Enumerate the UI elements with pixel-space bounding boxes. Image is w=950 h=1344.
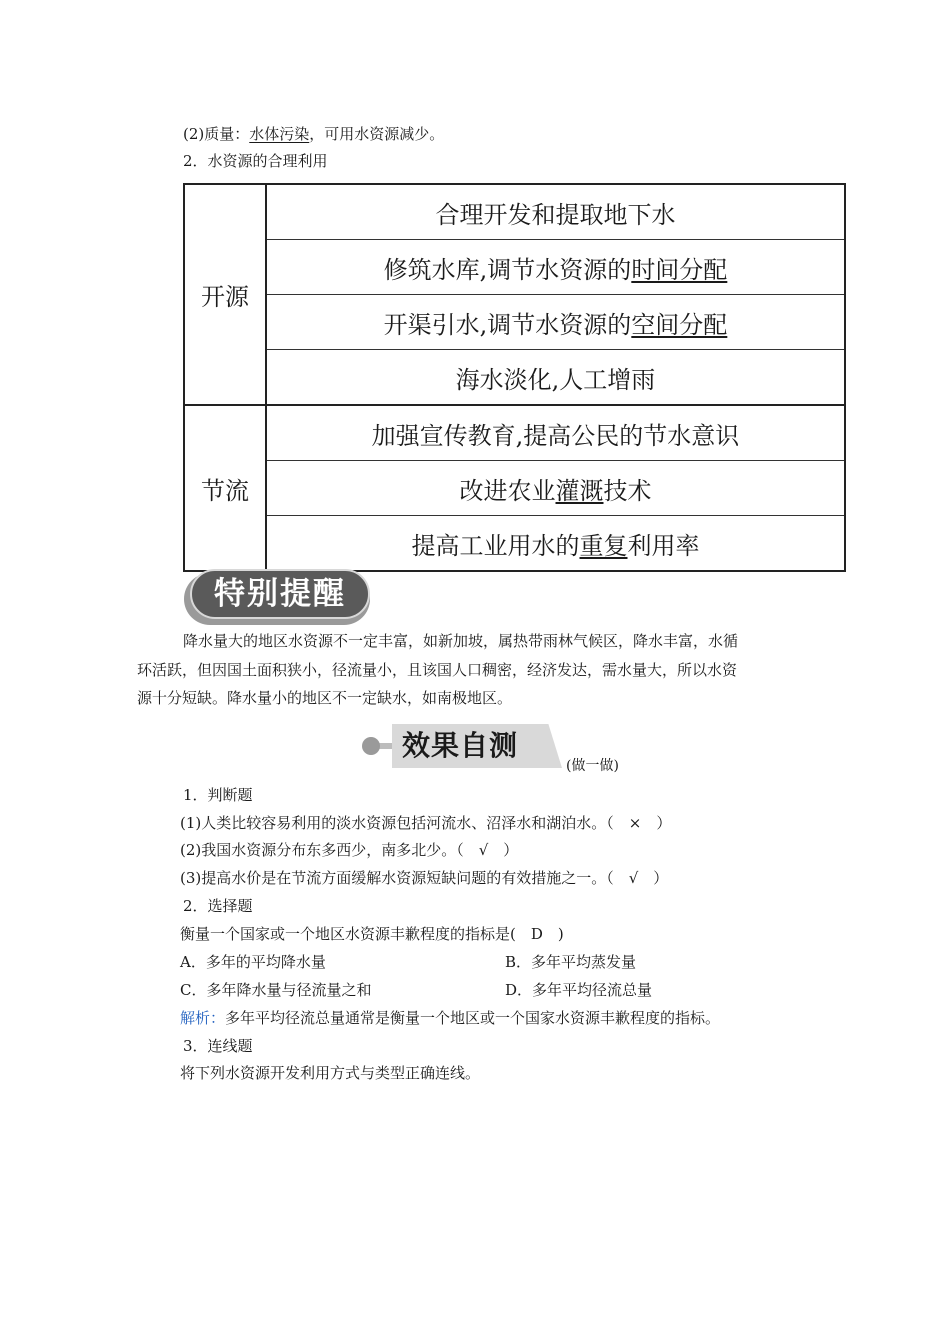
group-label-jieliu: 节流: [184, 405, 266, 571]
q1-item-2: (2)我国水资源分布东多西少，南多北少。（ √ ）: [180, 841, 519, 859]
self-test-title: 效果自测: [402, 729, 519, 762]
q2-title: 2．选择题: [183, 897, 253, 915]
table-item: 合理开发和提取地下水: [266, 184, 845, 240]
q3-text: 将下列水资源开发利用方式与类型正确连线。: [180, 1064, 481, 1082]
section2-title: 2．水资源的合理利用: [183, 152, 328, 170]
q2-analysis: [180, 1008, 720, 1028]
table-item: 加强宣传教育,提高公民的节水意识: [266, 405, 845, 461]
q2-option-d: D．多年平均径流总量: [505, 981, 653, 999]
self-test-badge: [362, 724, 572, 768]
q2-stem: 衡量一个国家或一个地区水资源丰歉程度的指标是( D ): [180, 925, 564, 943]
q1-item-3: (3)提高水价是在节流方面缓解水资源短缺问题的有效措施之一。（ √ ）: [180, 869, 669, 887]
special-reminder-badge: [184, 569, 374, 625]
q1-title: 1．判断题: [183, 786, 253, 804]
reminder-line-3: 源十分短缺。降水量小的地区不一定缺水，如南极地区。: [137, 689, 513, 707]
self-test-note: (做一做): [566, 758, 619, 774]
special-reminder-title: 特别提醒: [214, 576, 346, 612]
group-label-kaiyuan: 开源: [184, 184, 266, 405]
analysis-text: 多年平均径流总量通常是衡量一个地区或一个国家水资源丰歉程度的指标。: [225, 1009, 721, 1027]
table-item: 提高工业用水的重复利用率: [266, 516, 845, 572]
analysis-label: 解析：: [180, 1009, 226, 1027]
bullet-dot-icon: [362, 737, 380, 755]
quality-prefix: (2)质量：: [183, 125, 250, 143]
quality-line: [183, 124, 444, 144]
table-item: 修筑水库,调节水资源的时间分配: [266, 240, 845, 295]
quality-underlined: 水体污染: [249, 125, 310, 143]
reminder-line-1: 降水量大的地区水资源不一定丰富，如新加坡，属热带雨林气候区，降水丰富，水循: [183, 632, 739, 650]
table-item: 改进农业灌溉技术: [266, 461, 845, 516]
q2-option-b: B．多年平均蒸发量: [505, 953, 637, 971]
q3-title: 3．连线题: [183, 1037, 253, 1055]
table-item: 海水淡化,人工增雨: [266, 350, 845, 406]
q2-option-c: C．多年降水量与径流量之和: [180, 981, 372, 999]
water-use-table: [183, 183, 846, 572]
quality-suffix: ，可用水资源减少。: [309, 125, 445, 143]
reminder-line-2: 环活跃，但因国土面积狭小，径流量小，且该国人口稠密，经济发达，需水量大，所以水资: [137, 661, 738, 679]
q1-item-1: (1)人类比较容易利用的淡水资源包括河流水、沼泽水和湖泊水。（ × ）: [180, 814, 672, 832]
table-item: 开渠引水,调节水资源的空间分配: [266, 295, 845, 350]
q2-option-a: A．多年的平均降水量: [180, 953, 326, 971]
